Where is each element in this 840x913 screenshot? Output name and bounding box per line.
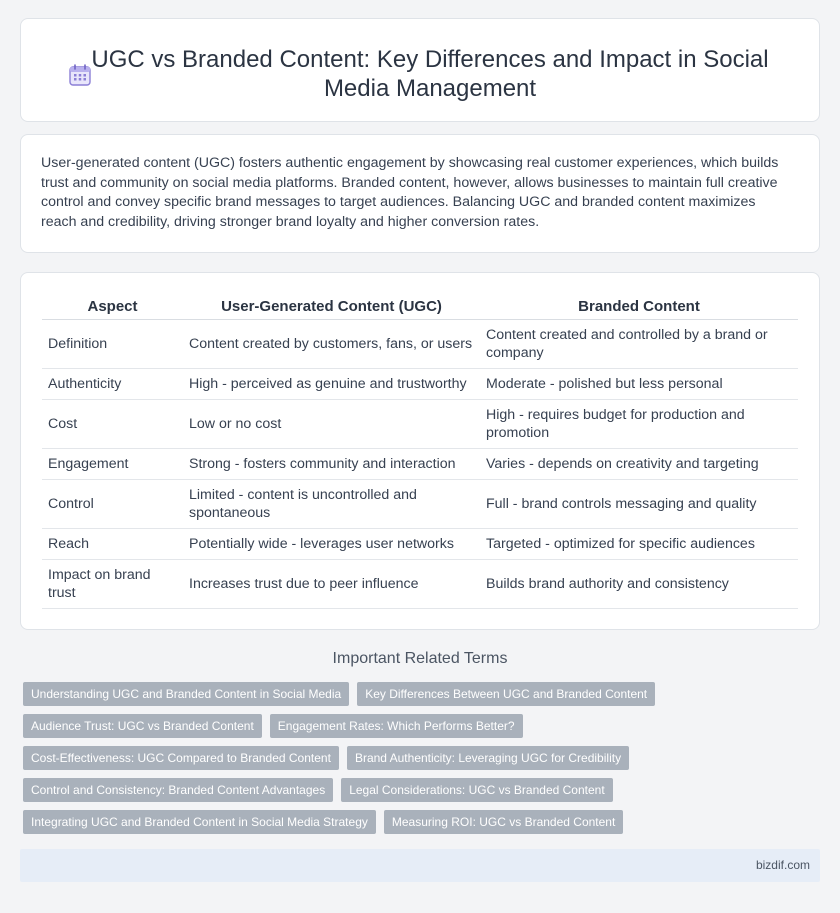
related-term-tag[interactable]: Integrating UGC and Branded Content in Social Media Strategy	[23, 810, 376, 834]
related-terms-tags	[23, 682, 823, 842]
column-header-ugc: User-Generated Content (UGC)	[183, 297, 480, 319]
related-term-tag[interactable]: Cost-Effectiveness: UGC Compared to Branded Content	[23, 746, 339, 770]
page-title: UGC vs Branded Content: Key Differences and Impact in Social Media Management	[91, 46, 769, 102]
table-row	[42, 559, 798, 608]
table-cell: Control	[42, 479, 183, 528]
header-card	[20, 18, 820, 122]
column-header-branded: Branded Content	[480, 297, 798, 319]
table-cell: Builds brand authority and consistency	[480, 559, 798, 608]
table-cell: Definition	[42, 319, 183, 368]
related-term-tag[interactable]: Understanding UGC and Branded Content in Social Media	[23, 682, 349, 706]
related-term-tag[interactable]: Audience Trust: UGC vs Branded Content	[23, 714, 262, 738]
related-term-tag[interactable]: Control and Consistency: Branded Content Advantages	[23, 778, 333, 802]
table-cell: Potentially wide - leverages user networks	[183, 528, 480, 559]
table-cell: Full - brand controls messaging and quality	[480, 479, 798, 528]
related-terms-heading: Important Related Terms	[332, 650, 508, 667]
table-cell: Limited - content is uncontrolled and spontaneous	[183, 479, 480, 528]
table-row	[42, 399, 798, 448]
table-row	[42, 528, 798, 559]
intro-paragraph: User-generated content (UGC) fosters authentic engagement by showcasing real customer experiences, which builds trust and community on social media platforms. Branded content, however, allows businesses to maintain full creative control and convey specific brand messages to target audiences. Balancing UGC and branded content maximizes reach and credibility, driving stronger brand loyalty and higher conversion rates.	[41, 155, 779, 230]
table-cell: Low or no cost	[183, 399, 480, 448]
table-cell: High - requires budget for production and promotion	[480, 399, 798, 448]
related-term-tag[interactable]: Engagement Rates: Which Performs Better?	[270, 714, 523, 738]
table-cell: Reach	[42, 528, 183, 559]
table-header-row	[42, 297, 798, 319]
table-cell: Increases trust due to peer influence	[183, 559, 480, 608]
footer	[20, 849, 820, 882]
related-term-tag[interactable]: Measuring ROI: UGC vs Branded Content	[384, 810, 623, 834]
intro-card	[20, 134, 820, 253]
column-header-aspect: Aspect	[42, 297, 183, 319]
table-row	[42, 448, 798, 479]
related-term-tag[interactable]: Legal Considerations: UGC vs Branded Content	[341, 778, 612, 802]
footer-site-link[interactable]: bizdif.com	[755, 858, 810, 872]
table-cell: Cost	[42, 399, 183, 448]
table-cell: Content created by customers, fans, or users	[183, 319, 480, 368]
related-term-tag[interactable]: Key Differences Between UGC and Branded Content	[357, 682, 655, 706]
table-cell: High - perceived as genuine and trustworthy	[183, 368, 480, 399]
table-cell: Engagement	[42, 448, 183, 479]
table-cell: Varies - depends on creativity and targeting	[480, 448, 798, 479]
table-row	[42, 319, 798, 368]
table-cell: Impact on brand trust	[42, 559, 183, 608]
table-cell: Moderate - polished but less personal	[480, 368, 798, 399]
table-row	[42, 368, 798, 399]
table-row	[42, 479, 798, 528]
comparison-table-card	[20, 272, 820, 630]
table-cell: Targeted - optimized for specific audiences	[480, 528, 798, 559]
comparison-table	[42, 297, 798, 609]
table-cell: Strong - fosters community and interaction	[183, 448, 480, 479]
table-cell: Content created and controlled by a brand or company	[480, 319, 798, 368]
related-term-tag[interactable]: Brand Authenticity: Leveraging UGC for Credibility	[347, 746, 629, 770]
table-cell: Authenticity	[42, 368, 183, 399]
